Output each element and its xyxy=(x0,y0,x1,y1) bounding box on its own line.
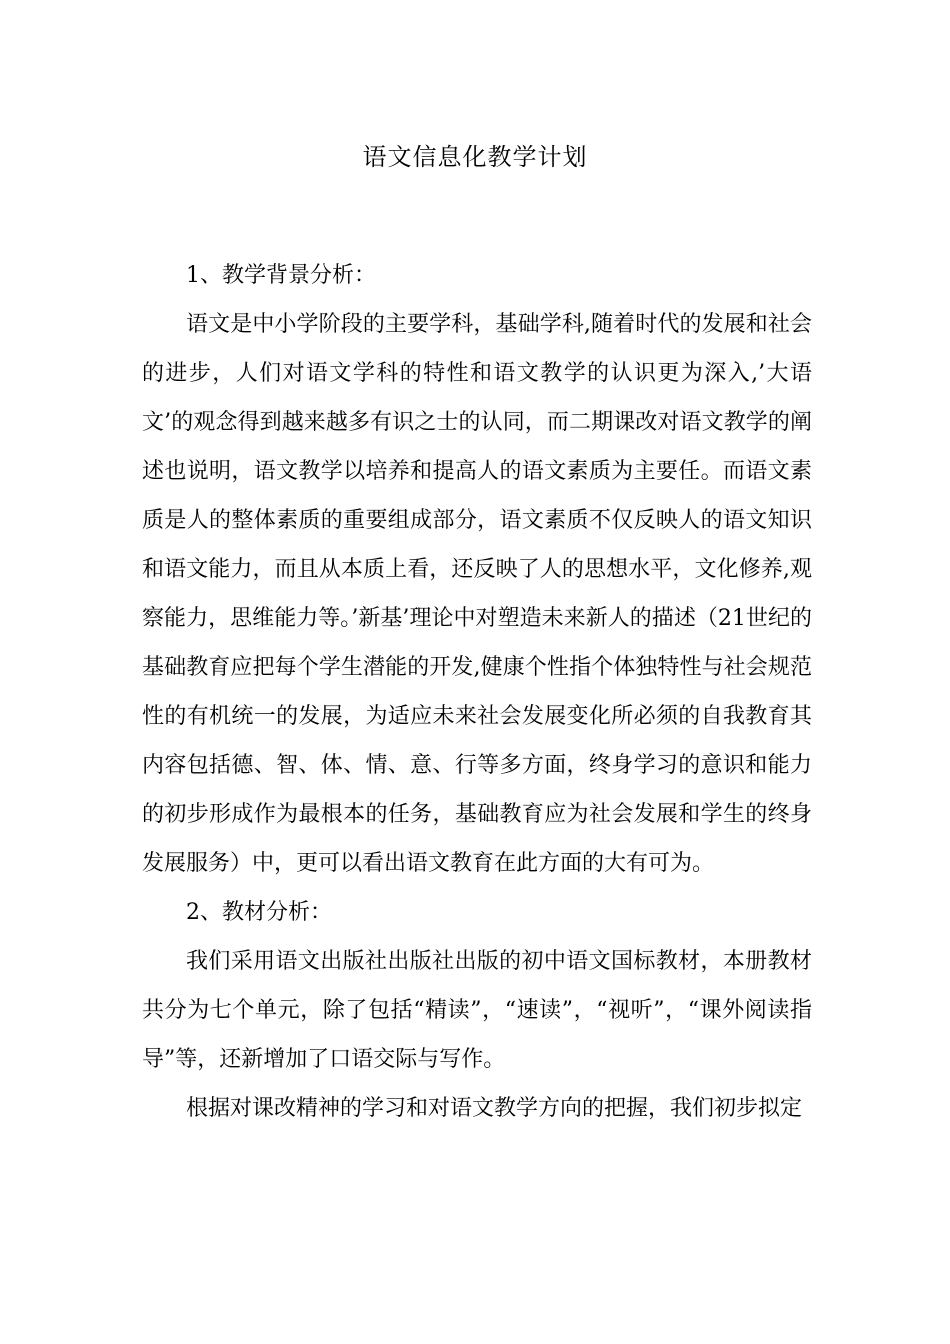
paragraph-background: 语文是中小学阶段的主要学科，基础学科,随着时代的发展和社会的进步，人们对语文学科的特性和语文教学的认识更为深入,’大语文’的观念得到越来越多有识之士的认同，而二期课改对语文教学的阐述也说明，语文教学以培养和提高人的语文素质为主要任。而语文素质是人的整体素质的重要组成部分，语文素质不仅反映人的语文知识和语文能力，而且从本质上看，还反映了人的思想水平，文化修养,观察能力，思维能力等。’新基’理论中对塑造未来新人的描述（21世纪的基础教育应把每个学生潜能的开发,健康个性指个体独特性与社会规范性的有机统一的发展，为适应未来社会发展变化所必须的自我教育其内容包括德、智、体、情、意、行等多方面，终身学习的意识和能力的初步形成作为最根本的任务，基础教育应为社会发展和学生的终身发展服务）中，更可以看出语文教育在此方面的大有可为。 xyxy=(142,312,812,876)
section-heading-background: 1、教学背景分析： xyxy=(186,263,376,288)
paragraph-plan: 根据对课改精神的学习和对语文教学方向的把握，我们初步拟定 xyxy=(186,1096,803,1121)
document-body xyxy=(142,251,812,1133)
section-heading-textbook: 2、教材分析： xyxy=(186,900,332,925)
paragraph-textbook: 我们采用语文出版社出版社出版的初中语文国标教材，本册教材共分为七个单元，除了包括“精读”，“速读”，“视听”，“课外阅读指导”等，还新增加了口语交际与写作。 xyxy=(142,949,812,1072)
document-title: 语文信息化教学计划 xyxy=(362,143,588,171)
